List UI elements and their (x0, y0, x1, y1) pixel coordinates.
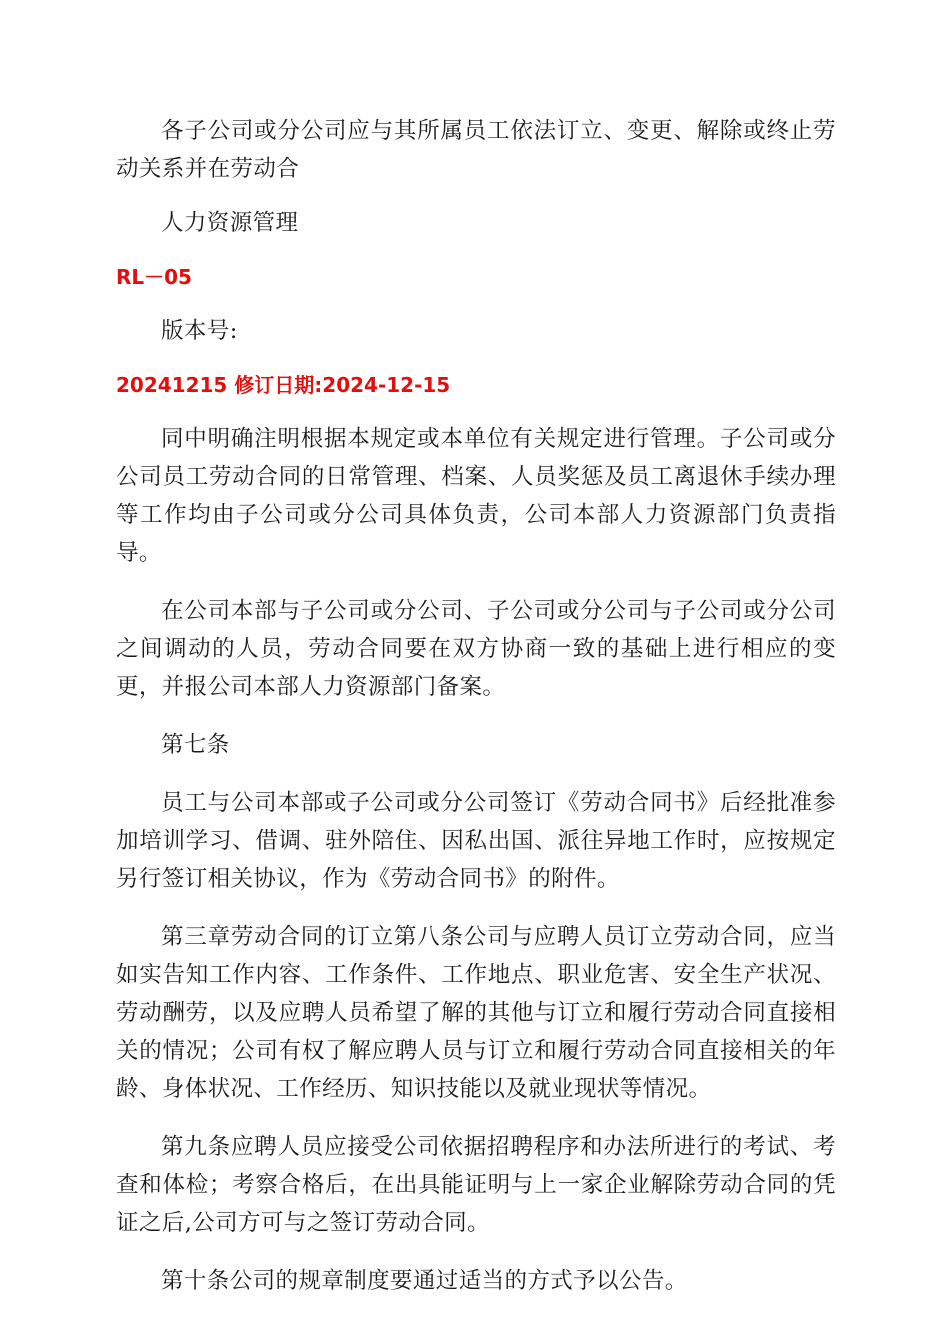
document-code: RL－05 (116, 265, 192, 289)
paragraph-supplementary-agreements: 员工与公司本部或子公司或分公司签订《劳动合同书》后经批准参加培训学习、借调、驻外陪住、因私出国、派往异地工作时，应按规定另行签订相关协议，作为《劳动合同书》的附件。 (116, 790, 836, 892)
paragraph-article-ten: 第十条公司的规章制度要通过适当的方式予以公告。 (161, 1268, 688, 1294)
version-label: 版本号: (161, 318, 238, 344)
paragraph-article-nine: 第九条应聘人员应接受公司依据招聘程序和办法所进行的考试、考查和体检；考察合格后，在出具能证明与上一家企业解除劳动合同的凭证之后,公司方可与之签订劳动合同。 (116, 1134, 836, 1236)
document-page (116, 112, 836, 1320)
section-heading-hr-management: 人力资源管理 (161, 210, 299, 236)
paragraph-subsidiary-labor-relations: 各子公司或分公司应与其所属员工依法订立、变更、解除或终止劳动关系并在劳动合 (116, 118, 836, 182)
revision-date-line: 20241215 修订日期:2024-12-15 (116, 373, 451, 397)
paragraph-transfer-personnel: 在公司本部与子公司或分公司、子公司或分公司与子公司或分公司之间调动的人员，劳动合同要在双方协商一致的基础上进行相应的变更，并报公司本部人力资源部门备案。 (116, 598, 836, 700)
paragraph-contract-management: 同中明确注明根据本规定或本单位有关规定进行管理。子公司或分公司员工劳动合同的日常管理、档案、人员奖惩及员工离退休手续办理等工作均由子公司或分公司具体负责，公司本部人力资源部门负责指导。 (116, 426, 836, 566)
article-seven-heading: 第七条 (161, 732, 230, 758)
paragraph-chapter-three-article-eight: 第三章劳动合同的订立第八条公司与应聘人员订立劳动合同，应当如实告知工作内容、工作条件、工作地点、职业危害、安全生产状况、劳动酬劳，以及应聘人员希望了解的其他与订立和履行劳动合同直接相关的情况；公司有权了解应聘人员与订立和履行劳动合同直接相关的年龄、身体状况、工作经历、知识技能以及就业现状等情况。 (116, 924, 836, 1102)
